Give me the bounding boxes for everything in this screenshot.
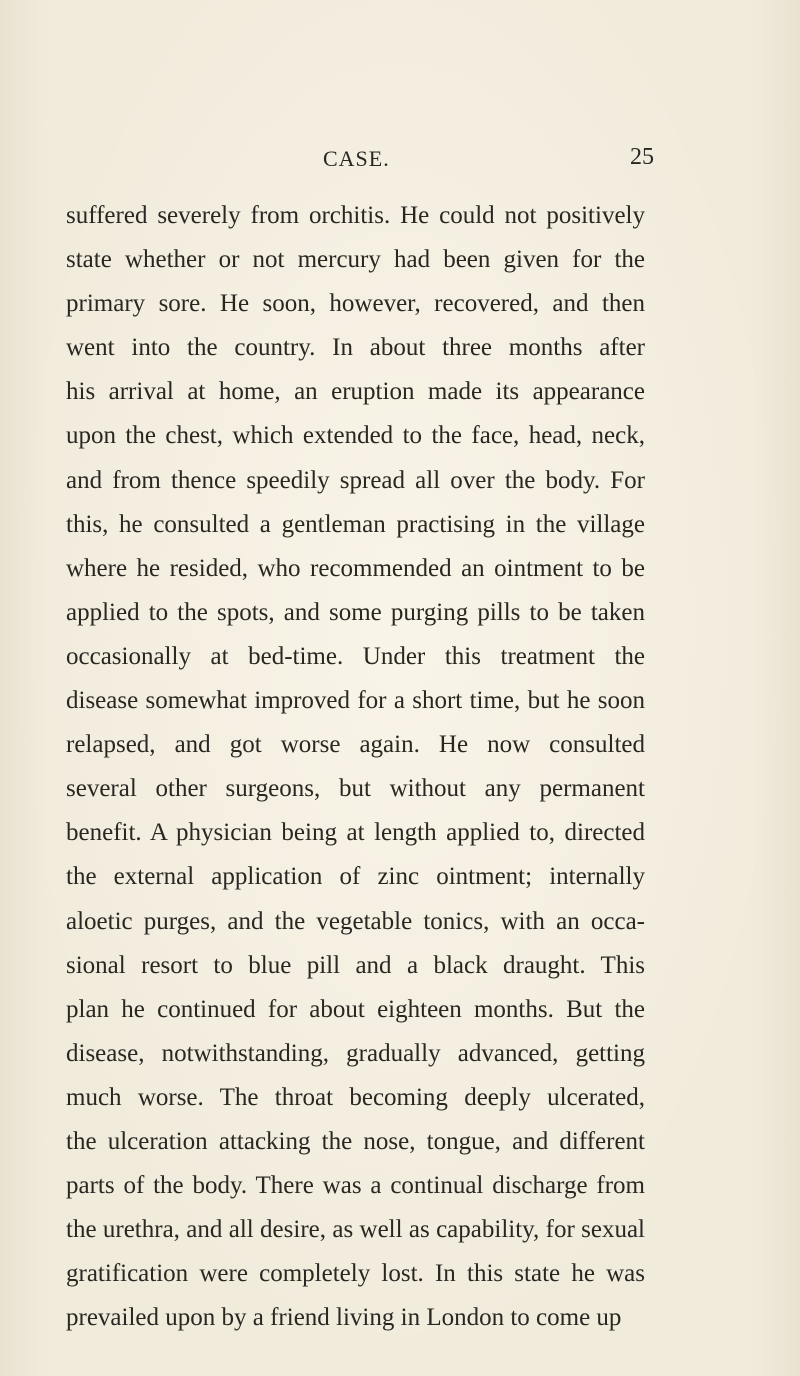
text-line: this, he consulted a gentleman practising in the village	[66, 510, 645, 538]
text-line: where he resided, who recommended an ointment to be	[66, 554, 645, 582]
text-line: state whether or not mercury had been given for the	[66, 246, 645, 274]
text-line: his arrival at home, an eruption made its appearance	[66, 378, 645, 406]
text-line: much worse. The throat becoming deeply ulcerated,	[66, 1083, 645, 1111]
text-line: benefit. A physician being at length applied to, directed	[66, 819, 645, 847]
text-line: disease somewhat improved for a short time, but he soon	[66, 687, 645, 715]
text-line: upon the chest, which extended to the face, head, neck,	[66, 422, 645, 450]
text-line: went into the country. In about three months after	[66, 334, 645, 362]
text-line: parts of the body. There was a continual discharge from	[66, 1172, 645, 1200]
text-line: and from thence speedily spread all over the body. For	[66, 466, 645, 494]
text-line: the ulceration attacking the nose, tongue, and different	[66, 1127, 645, 1155]
text-line: disease, notwithstanding, gradually advanced, getting	[66, 1039, 645, 1067]
text-line: occasionally at bed-time. Under this treatment the	[66, 642, 645, 670]
text-line: plan he continued for about eighteen months. But the	[66, 995, 645, 1023]
text-line: aloetic purges, and the vegetable tonics, with an occa-	[66, 907, 645, 935]
running-head	[0, 146, 800, 176]
text-line: primary sore. He soon, however, recovered, and then	[66, 290, 645, 318]
text-line: relapsed, and got worse again. He now consulted	[66, 731, 645, 759]
text-line: suffered severely from orchitis. He could not positively	[66, 202, 645, 229]
text-line: several other surgeons, but without any permanent	[66, 775, 645, 803]
text-line: prevailed upon by a friend living in London to come up	[66, 1304, 622, 1332]
text-line: sional resort to blue pill and a black draught. This	[66, 951, 645, 979]
text-line: the urethra, and all desire, as well as capability, for sexual	[66, 1216, 645, 1244]
text-line: applied to the spots, and some purging pills to be taken	[66, 598, 645, 626]
text-line: gratification were completely lost. In this state he was	[66, 1260, 645, 1288]
page-number: 25	[630, 144, 654, 170]
body-text	[66, 194, 645, 1340]
text-line: the external application of zinc ointment; internally	[66, 863, 645, 891]
running-head-title: CASE.	[323, 146, 390, 171]
